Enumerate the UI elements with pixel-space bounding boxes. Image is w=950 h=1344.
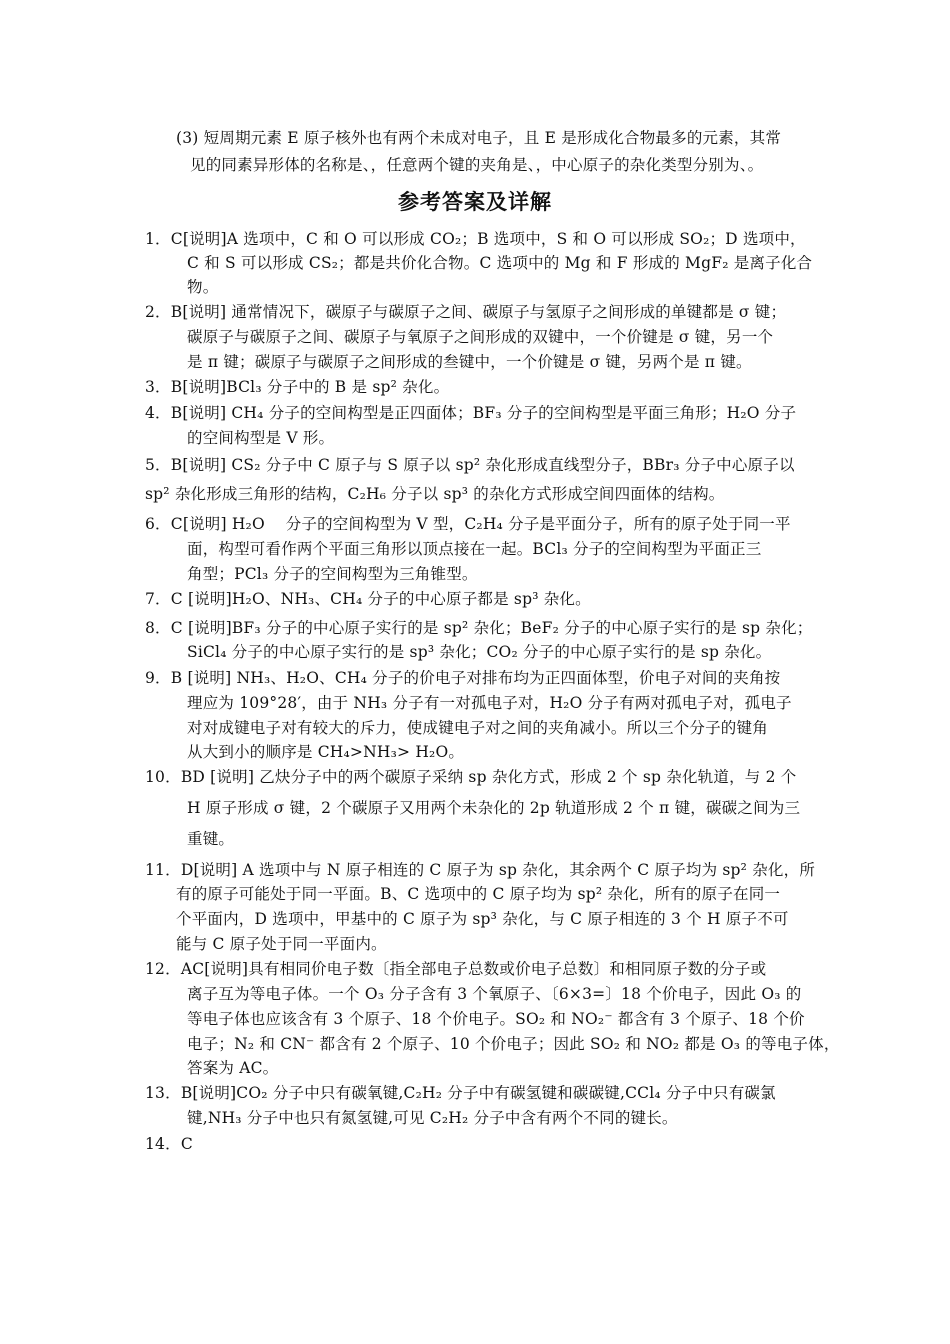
answer-14-line-1: 14．C <box>145 1135 193 1153</box>
answer-11-line-2: 有的原子可能处于同一平面。B、C 选项中的 C 原子均为 sp² 杂化，所有的原子在同一 <box>176 885 781 903</box>
answer-11-line-3: 个平面内，D 选项中，甲基中的 C 原子为 sp³ 杂化，与 C 原子相连的 3 个 H 原子不可 <box>176 910 789 928</box>
answer-13-line-2: 键,NH₃ 分子中也只有氮氢键,可见 C₂H₂ 分子中含有两个不同的键长。 <box>187 1109 678 1127</box>
answer-10-line-2: H 原子形成 σ 键，2 个碳原子又用两个未杂化的 2p 轨道形成 2 个 π 键，碳碳之间为三 <box>187 799 801 817</box>
answer-9-line-2: 理应为 109°28′，由于 NH₃ 分子有一对孤电子对，H₂O 分子有两对孤电子对，孤电子 <box>187 694 792 712</box>
question-3-line-2: 见的同素异形体的名称是、，任意两个键的夹角是、，中心原子的杂化类型分别为、。 <box>190 156 764 174</box>
answer-10-line-1: 10．BD [说明] 乙炔分子中的两个碳原子采纳 sp 杂化方式，形成 2 个 sp 杂化轨道，与 2 个 <box>145 768 797 786</box>
answer-5-line-1: 5．B[说明] CS₂ 分子中 C 原子与 S 原子以 sp² 杂化形成直线型分子，BBr₃ 分子中心原子以 <box>145 456 795 474</box>
answers-heading: 参考答案及详解 <box>398 190 552 214</box>
answer-4-line-2: 的空间构型是 V 形。 <box>187 429 335 447</box>
answer-9-line-1: 9．B [说明] NH₃、H₂O、CH₄ 分子的价电子对排布均为正四面体型，价电子对间的夹角按 <box>145 669 781 687</box>
question-3-line-1: (3) 短周期元素 E 原子核外也有两个未成对电子，且 E 是形成化合物最多的元素，其常 <box>176 129 782 147</box>
answer-8-line-1: 8．C [说明]BF₃ 分子的中心原子实行的是 sp² 杂化；BeF₂ 分子的中心原子实行的是 sp 杂化； <box>145 619 813 637</box>
answer-9-line-3: 对对成键电子对有较大的斥力，使成键电子对之间的夹角减小。所以三个分子的键角 <box>187 719 768 737</box>
answer-6-line-3: 角型；PCl₃ 分子的空间构型为三角锥型。 <box>187 565 478 583</box>
answer-4-line-1: 4．B[说明] CH₄ 分子的空间构型是正四面体；BF₃ 分子的空间构型是平面三角形；H₂O 分子 <box>145 404 797 422</box>
answer-6-line-1: 6．C[说明] H₂O 分子的空间构型为 V 型，C₂H₄ 分子是平面分子，所有的原子处于同一平 <box>145 515 791 533</box>
answer-1-line-1: 1．C[说明]A 选项中，C 和 O 可以形成 CO₂；B 选项中，S 和 O 可以形成 SO₂；D 选项中， <box>145 230 806 248</box>
answer-1-line-2: C 和 S 可以形成 CS₂；都是共价化合物。C 选项中的 Mg 和 F 形成的 MgF₂ 是离子化合 <box>187 254 813 272</box>
answer-12-line-2: 离子互为等电子体。一个 O₃ 分子含有 3 个氧原子、〔6×3=〕18 个价电子，因此 O₃ 的 <box>187 985 802 1003</box>
answer-6-line-2: 面，构型可看作两个平面三角形以顶点接在一起。BCl₃ 分子的空间构型为平面正三 <box>187 540 762 558</box>
answer-12-line-4: 电子；N₂ 和 CN⁻ 都含有 2 个原子、10 个价电子；因此 SO₂ 和 NO₂ 都是 O₃ 的等电子体， <box>187 1035 840 1053</box>
answer-12-line-5: 答案为 AC。 <box>187 1059 279 1077</box>
answer-8-line-2: SiCl₄ 分子的中心原子实行的是 sp³ 杂化；CO₂ 分子的中心原子实行的是 sp 杂化。 <box>187 643 772 661</box>
answer-11-line-1: 11．D[说明] A 选项中与 N 原子相连的 C 原子为 sp 杂化，其余两个 C 原子均为 sp² 杂化，所 <box>145 861 816 879</box>
answer-2-line-3: 是 π 键；碳原子与碳原子之间形成的叁键中，一个价键是 σ 键，另两个是 π 键。 <box>187 353 752 371</box>
answer-11-line-4: 能与 C 原子处于同一平面内。 <box>176 935 387 953</box>
answer-1-line-3: 物。 <box>187 278 219 296</box>
answer-2-line-1: 2．B[说明] 通常情况下，碳原子与碳原子之间、碳原子与氢原子之间形成的单键都是 σ 键； <box>145 303 787 321</box>
answer-3-line-1: 3．B[说明]BCl₃ 分子中的 B 是 sp² 杂化。 <box>145 378 450 396</box>
answer-10-line-3: 重键。 <box>187 830 235 848</box>
answer-5-line-2: sp² 杂化形成三角形的结构，C₂H₆ 分子以 sp³ 的杂化方式形成空间四面体的结构。 <box>145 485 725 503</box>
answer-12-line-1: 12．AC[说明]具有相同价电子数〔指全部电子总数或价电子总数〕和相同原子数的分子或 <box>145 960 767 978</box>
answer-12-line-3: 等电子体也应该含有 3 个原子、18 个价电子。SO₂ 和 NO₂⁻ 都含有 3 个原子、18 个价 <box>187 1010 805 1028</box>
answer-9-line-4: 从大到小的顺序是 CH₄>NH₃> H₂O。 <box>187 743 465 761</box>
answer-13-line-1: 13．B[说明]CO₂ 分子中只有碳氧键,C₂H₂ 分子中有碳氢键和碳碳键,CCl₄ 分子中只有碳氯 <box>145 1084 776 1102</box>
answer-7-line-1: 7．C [说明]H₂O、NH₃、CH₄ 分子的中心原子都是 sp³ 杂化。 <box>145 590 591 608</box>
answer-2-line-2: 碳原子与碳原子之间、碳原子与氧原子之间形成的双键中，一个价键是 σ 键，另一个 <box>187 328 774 346</box>
